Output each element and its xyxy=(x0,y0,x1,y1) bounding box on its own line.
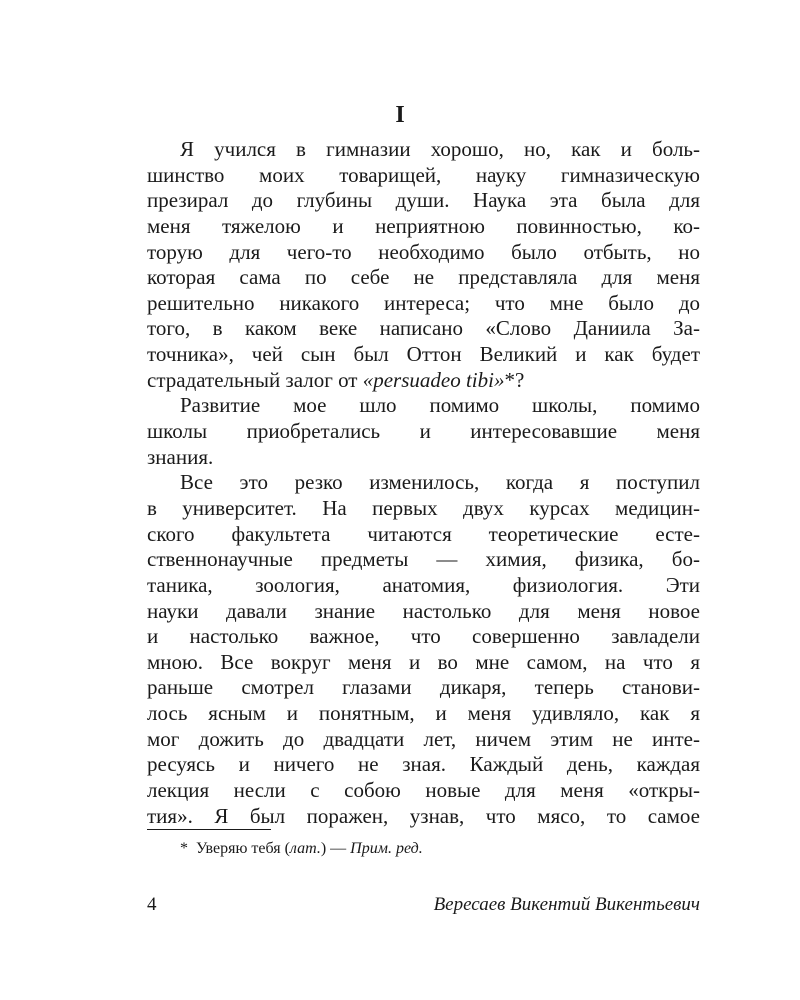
text-line: решительно никакого интереса; что мне было до xyxy=(147,290,700,315)
footnote xyxy=(180,838,423,860)
text-line: лекция несли с собою новые для меня «откры- xyxy=(147,778,700,803)
text-line: которая сама по себе не представляла для меня xyxy=(147,265,700,290)
text-line: Развитие мое шло помимо школы, помимо xyxy=(180,393,700,418)
footnote-marker: * xyxy=(180,840,188,857)
footnote-text: Уверяю тебя ( xyxy=(196,840,290,857)
text-line: мною. Все вокруг меня и во мне самом, на что я xyxy=(147,649,700,674)
footnote-reference: *? xyxy=(504,367,525,392)
body-text xyxy=(147,137,700,829)
text-line: в университет. На первых двух курсах медицин- xyxy=(147,495,700,520)
text-line: Я учился в гимназии хорошо, но, как и боль- xyxy=(180,137,700,161)
text-line: раньше смотрел глазами дикаря, теперь станови- xyxy=(147,675,700,700)
text-line: точника», чей сын был Оттон Великий и как будет xyxy=(147,342,700,367)
chapter-numeral: I xyxy=(395,102,405,128)
text-line: школы приобретались и интересовавшие меня xyxy=(147,419,700,444)
text-line: Все это резко изменилось, когда я поступил xyxy=(180,470,700,495)
text-line: знания. xyxy=(147,444,214,469)
text-line: ресуясь и ничего не зная. Каждый день, каждая xyxy=(147,752,700,777)
footnote-dash: ) — xyxy=(320,840,347,857)
text-line: презирал до глубины души. Наука эта была для xyxy=(147,188,700,213)
text-line: тия». Я был поражен, узнав, что мясо, то самое xyxy=(147,803,700,828)
latin-phrase: «persuadeo tibi» xyxy=(362,367,505,392)
text-line: того, в каком веке написано «Слово Даниила За- xyxy=(147,316,700,341)
text-line: и настолько важное, что совершенно завладели xyxy=(147,624,700,649)
footnote-language: лат. xyxy=(289,840,321,857)
text-line: меня тяжелою и неприятною повинностью, ко- xyxy=(147,213,700,238)
text-line-with-latin xyxy=(147,368,700,394)
text-segment: страдательный залог от xyxy=(147,367,358,392)
text-line: торую для чего-то необходимо было отбыть, но xyxy=(147,239,700,264)
text-line: таника, зоология, анатомия, физиология. Эти xyxy=(147,572,700,597)
page-number: 4 xyxy=(147,894,157,915)
text-line: науки давали знание настолько для меня новое xyxy=(147,598,700,623)
footnote-divider xyxy=(147,829,271,830)
footnote-editor-note: Прим. ред. xyxy=(350,840,423,857)
text-line: лось ясным и понятным, и меня удивляло, как я xyxy=(147,701,700,726)
text-line: шинство моих товарищей, науку гимназическую xyxy=(147,162,700,187)
text-line: ственнонаучные предметы — химия, физика, бо- xyxy=(147,547,700,572)
running-title: Вересаев Викентий Викентьевич xyxy=(433,894,700,915)
text-line: мог дожить до двадцати лет, ничем этим не инте- xyxy=(147,726,700,751)
text-line: ского факультета читаются теоретические есте- xyxy=(147,521,700,546)
